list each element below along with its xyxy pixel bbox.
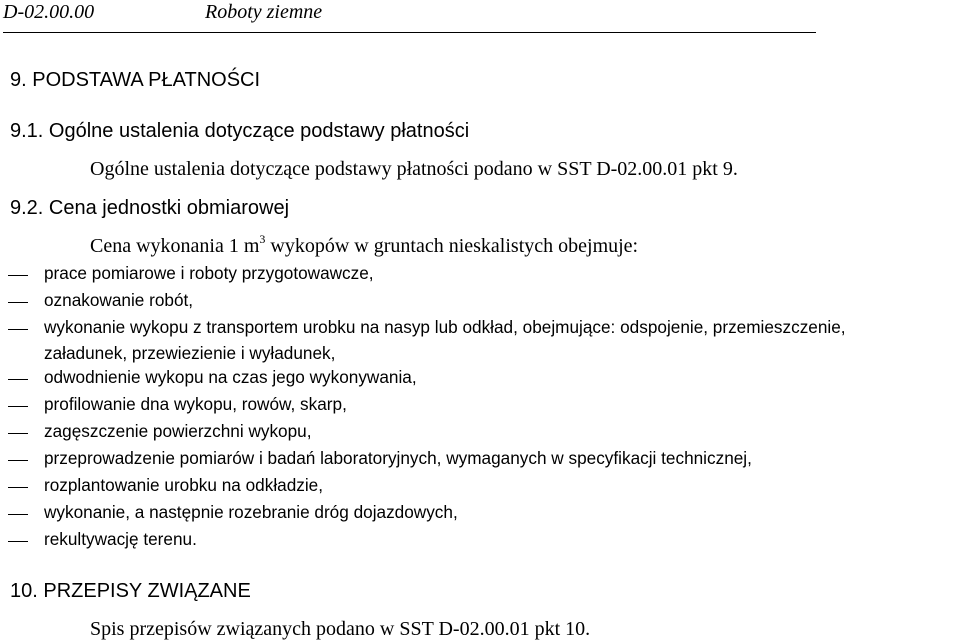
list-item: rozplantowanie urobku na odkładzie, [44,475,324,495]
list-item: przeprowadzenie pomiarów i badań laboratoryjnych, wymaganych w specyfikacji technicznej, [44,448,752,468]
dash-bullet [8,433,28,434]
intro-text-before: Cena wykonania 1 m [90,235,260,257]
dash-bullet [8,460,28,461]
list-item: profilowanie dna wykopu, rowów, skarp, [44,394,347,414]
list-item: rekultywację terenu. [44,529,197,549]
dash-bullet [8,275,28,276]
dash-bullet [8,329,28,330]
list-item: oznakowanie robót, [44,290,194,310]
dash-bullet [8,541,28,542]
section-10-heading: 10. PRZEPISY ZWIĄZANE [10,580,251,602]
list-item: prace pomiarowe i roboty przygotowawcze, [44,263,374,283]
document-title: Roboty ziemne [205,1,323,23]
section-9-2-intro [90,232,639,258]
list-item: wykonanie wykopu z transportem urobku na nasyp lub odkład, obejmujące: odspojenie, przemieszczenie, [44,317,846,337]
list-item: wykonanie, a następnie rozebranie dróg dojazdowych, [44,502,458,522]
section-9-1-heading: 9.1. Ogólne ustalenia dotyczące podstawy płatności [10,120,470,142]
list-item: zagęszczenie powierzchni wykopu, [44,421,312,441]
intro-text-after: wykopów w gruntach nieskalistych obejmuje: [265,235,639,257]
section-9-1-text: Ogólne ustalenia dotyczące podstawy płatności podano w SST D-02.00.01 pkt 9. [90,158,738,180]
dash-bullet [8,487,28,488]
dash-bullet [8,406,28,407]
document-code: D-02.00.00 [3,1,95,23]
section-10-text: Spis przepisów związanych podano w SST D-02.00.01 pkt 10. [90,618,591,640]
dash-bullet [8,514,28,515]
header-rule [3,32,816,33]
superscript-3: 3 [259,232,266,246]
list-item: odwodnienie wykopu na czas jego wykonywania, [44,367,417,387]
section-9-2-heading: 9.2. Cena jednostki obmiarowej [10,197,290,219]
section-9-heading: 9. PODSTAWA PŁATNOŚCI [10,69,261,91]
dash-bullet [8,379,28,380]
list-item-continuation: załadunek, przewiezienie i wyładunek, [44,343,336,363]
dash-bullet [8,302,28,303]
